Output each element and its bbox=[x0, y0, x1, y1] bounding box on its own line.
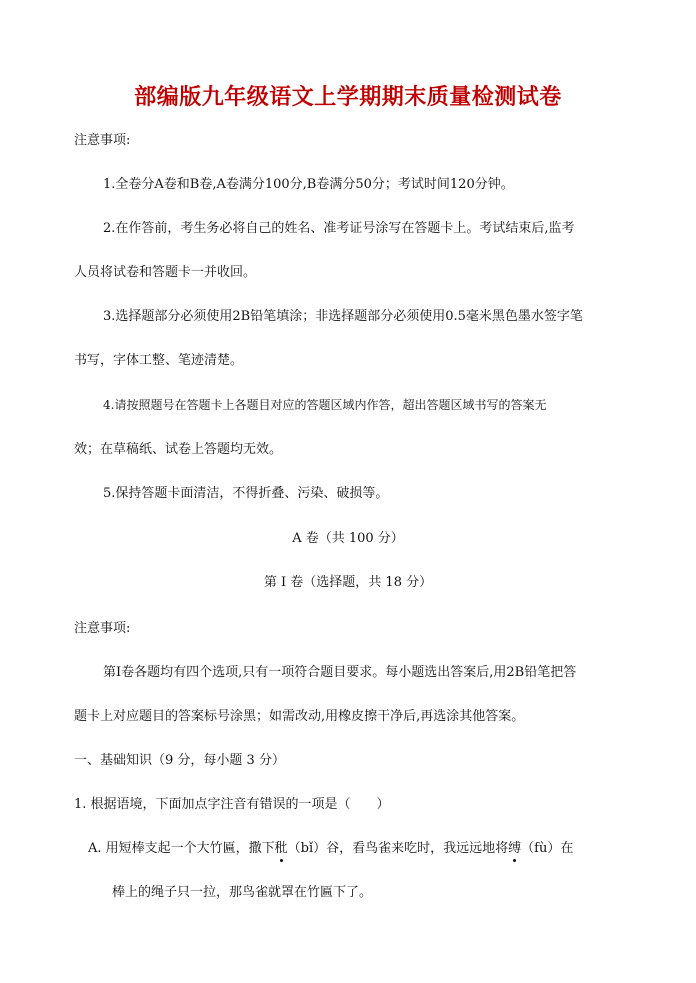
section-a-heading: A 卷（共 100 分） bbox=[292, 531, 404, 546]
notice-item-5: 5.保持答题卡面清洁，不得折叠、污染、破损等。 bbox=[103, 486, 389, 501]
notice-item-4-line-1: 4.请按照题号在答题卡上各题目对应的答题区域内作答，超出答题区域书写的答案无 bbox=[103, 398, 547, 412]
emphasis-dot-char-2: 缚 bbox=[508, 841, 522, 856]
notice-2-line-2: 题卡上对应题目的答案标号涂黑；如需改动,用橡皮擦干净后,再选涂其他答案。 bbox=[74, 709, 525, 724]
option-a-text-1: A. 用短棒支起一个大竹匾，撒下 bbox=[88, 841, 275, 856]
question-1-stem: 1. 根据语境，下面加点字注音有错误的一项是（ ） bbox=[74, 797, 390, 812]
part-1-heading: 第 I 卷（选择题，共 18 分） bbox=[263, 575, 433, 590]
emphasis-dot-char-1: 秕 bbox=[274, 841, 288, 856]
question-1-option-a bbox=[88, 840, 573, 858]
question-1-option-a-line-2: 棒上的绳子只一拉，那鸟雀就罩在竹匾下了。 bbox=[112, 885, 373, 900]
notice-item-2-line-2: 人员将试卷和答题卡一并收回。 bbox=[74, 265, 257, 280]
notice-item-3-line-2: 书写，字体工整、笔迹清楚。 bbox=[74, 353, 244, 368]
option-a-text-2: （bǐ）谷，看鸟雀来吃时，我远远地将 bbox=[287, 841, 509, 856]
notice-2-heading: 注意事项: bbox=[74, 621, 131, 636]
option-a-text-3: （fù）在 bbox=[521, 841, 574, 856]
section-1-heading: 一、基础知识（9 分，每小题 3 分） bbox=[74, 753, 285, 768]
exam-title: 部编版九年级语文上学期期末质量检测试卷 bbox=[134, 85, 562, 110]
notice-item-4-line-2: 效；在草稿纸、试卷上答题均无效。 bbox=[74, 442, 283, 457]
notice-2-line-1: 第Ⅰ卷各题均有四个选项,只有一项符合题目要求。每小题选出答案后,用2B铅笔把答 bbox=[103, 665, 577, 680]
notice-item-3-line-1: 3.选择题部分必须使用2B铅笔填涂；非选择题部分必须使用0.5毫米黑色墨水签字笔 bbox=[103, 309, 583, 324]
notice-item-2-line-1: 2.在作答前，考生务必将自己的姓名、准考证号涂写在答题卡上。考试结束后,监考 bbox=[103, 221, 575, 236]
notice-heading: 注意事项: bbox=[74, 133, 131, 148]
notice-item-1: 1.全卷分A卷和B卷,A卷满分100分,B卷满分50分；考试时间120分钟。 bbox=[103, 177, 514, 192]
